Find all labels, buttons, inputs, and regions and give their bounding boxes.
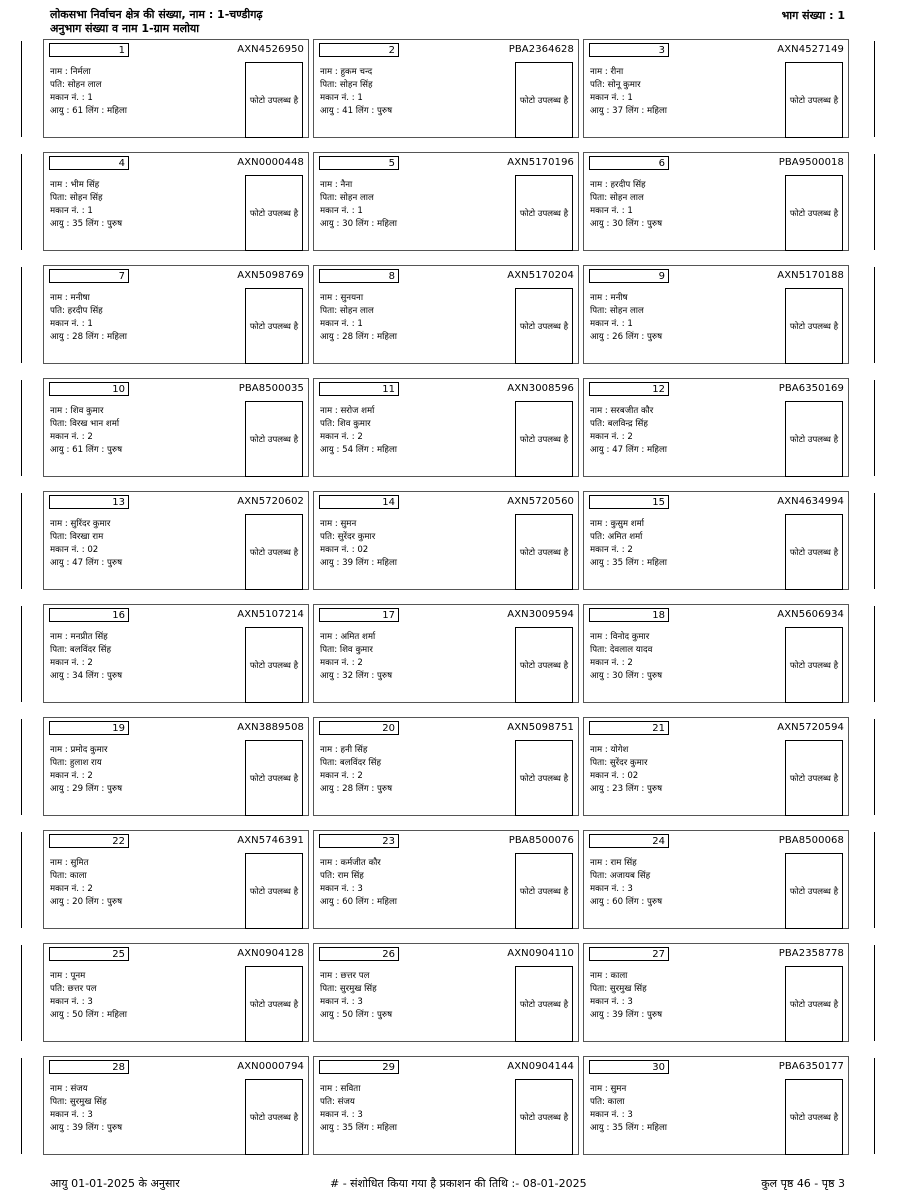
voter-age-gender: आयु : 50 लिंग : महिला — [50, 1010, 128, 1020]
voter-age-gender: आयु : 41 लिंग : पुरुष — [320, 106, 393, 116]
photo-placeholder: फोटो उपलब्ध है — [515, 175, 573, 251]
voter-serial-number: 15 — [589, 495, 669, 509]
voter-age-gender: आयु : 29 लिंग : पुरुष — [50, 784, 123, 794]
voter-details — [50, 970, 127, 1022]
voter-house-number: मकान नं. : 1 — [320, 319, 363, 329]
voter-name: नाम : संजय — [50, 1084, 88, 1094]
voter-epic-number: PBA8500068 — [778, 835, 844, 846]
voter-house-number: मकान नं. : 1 — [50, 206, 93, 216]
voter-age-gender: आयु : 30 लिंग : पुरुष — [590, 671, 663, 681]
voter-serial-number: 21 — [589, 721, 669, 735]
voter-card — [43, 604, 309, 703]
voter-serial-number: 30 — [589, 1060, 669, 1074]
voter-details — [50, 518, 122, 570]
voter-house-number: मकान नं. : 1 — [590, 319, 633, 329]
photo-placeholder: फोटो उपलब्ध है — [785, 401, 843, 477]
voter-name: नाम : राम सिंह — [590, 858, 637, 868]
voter-house-number: मकान नं. : 02 — [590, 771, 639, 781]
left-bracket-line — [21, 493, 26, 589]
voter-epic-number: AXN5170204 — [507, 270, 574, 281]
voter-epic-number: AXN3009594 — [507, 609, 574, 620]
voter-name: नाम : सुमित — [50, 858, 89, 868]
voter-serial-number: 6 — [589, 156, 669, 170]
voter-card — [313, 491, 579, 590]
voter-age-gender: आयु : 35 लिंग : महिला — [590, 558, 668, 568]
right-bracket-line — [874, 832, 879, 928]
voter-house-number: मकान नं. : 3 — [590, 997, 633, 1007]
voter-house-number: मकान नं. : 2 — [590, 658, 633, 668]
voter-name: नाम : सरबजीत कौर — [590, 406, 654, 416]
voter-epic-number: AXN5170196 — [507, 157, 574, 168]
voter-epic-number: PBA2364628 — [508, 44, 574, 55]
voter-house-number: मकान नं. : 2 — [590, 432, 633, 442]
voter-details — [50, 66, 127, 118]
voter-age-gender: आयु : 28 लिंग : महिला — [50, 332, 128, 342]
voter-details — [320, 1083, 397, 1135]
voter-epic-number: AXN0000794 — [237, 1061, 304, 1072]
voter-card — [313, 39, 579, 138]
voter-card — [43, 717, 309, 816]
voter-relation: पिता: सोहन सिंह — [320, 80, 373, 90]
voter-card — [313, 830, 579, 929]
voter-serial-number: 28 — [49, 1060, 129, 1074]
voter-details — [320, 744, 392, 796]
right-bracket-line — [874, 1058, 879, 1154]
voter-relation: पिता: बलविंदर सिंह — [50, 645, 112, 655]
voter-house-number: मकान नं. : 3 — [590, 1110, 633, 1120]
photo-placeholder: फोटो उपलब्ध है — [515, 740, 573, 816]
voter-serial-number: 9 — [589, 269, 669, 283]
voter-serial-number: 23 — [319, 834, 399, 848]
voter-name: नाम : सरोज शर्मा — [320, 406, 375, 416]
voter-details — [590, 631, 662, 683]
voter-serial-number: 18 — [589, 608, 669, 622]
voter-card — [583, 604, 849, 703]
voter-relation: पति: अमित शर्मा — [590, 532, 643, 542]
voter-age-gender: आयु : 28 लिंग : पुरुष — [320, 784, 393, 794]
voter-details — [590, 1083, 667, 1135]
photo-placeholder: फोटो उपलब्ध है — [515, 62, 573, 138]
voter-name: नाम : पूनम — [50, 971, 86, 981]
voter-house-number: मकान नं. : 2 — [590, 545, 633, 555]
voter-serial-number: 27 — [589, 947, 669, 961]
right-bracket-line — [874, 606, 879, 702]
voter-name: नाम : योगेश — [590, 745, 629, 755]
voter-relation: पिता: सोहन लाल — [320, 193, 374, 203]
voter-house-number: मकान नं. : 1 — [320, 206, 363, 216]
voter-epic-number: PBA8500035 — [238, 383, 304, 394]
voter-card — [313, 717, 579, 816]
voter-name: नाम : विनोद कुमार — [590, 632, 650, 642]
voter-house-number: मकान नं. : 2 — [50, 771, 93, 781]
page-header — [50, 8, 263, 36]
voter-house-number: मकान नं. : 2 — [320, 771, 363, 781]
voter-relation: पति: सोनू कुमार — [590, 80, 641, 90]
voter-relation: पिता: विरखा राम — [50, 532, 104, 542]
photo-placeholder: फोटो उपलब्ध है — [245, 288, 303, 364]
right-bracket-line — [874, 41, 879, 137]
right-bracket-line — [874, 493, 879, 589]
voter-epic-number: PBA6350177 — [778, 1061, 844, 1072]
photo-placeholder: फोटो उपलब्ध है — [515, 401, 573, 477]
voter-age-gender: आयु : 20 लिंग : पुरुष — [50, 897, 123, 907]
voter-age-gender: आयु : 50 लिंग : पुरुष — [320, 1010, 393, 1020]
voter-name: नाम : भीम सिंह — [50, 180, 100, 190]
voter-relation: पति: सुरेंदर कुमार — [320, 532, 376, 542]
photo-placeholder: फोटो उपलब्ध है — [245, 514, 303, 590]
voter-name: नाम : मनप्रीत सिंह — [50, 632, 108, 642]
voter-serial-number: 24 — [589, 834, 669, 848]
voter-name: नाम : सविता — [320, 1084, 361, 1094]
voter-serial-number: 20 — [319, 721, 399, 735]
voter-house-number: मकान नं. : 1 — [590, 206, 633, 216]
voter-serial-number: 11 — [319, 382, 399, 396]
voter-epic-number: AXN5720560 — [507, 496, 574, 507]
voter-epic-number: PBA8500076 — [508, 835, 574, 846]
voter-card — [313, 1056, 579, 1155]
voter-card — [583, 717, 849, 816]
voter-house-number: मकान नं. : 2 — [50, 432, 93, 442]
voter-relation: पिता: बलविंदर सिंह — [320, 758, 382, 768]
voter-serial-number: 10 — [49, 382, 129, 396]
voter-details — [590, 179, 662, 231]
voter-relation: पिता: विरख भान शर्मा — [50, 419, 120, 429]
photo-placeholder: फोटो उपलब्ध है — [785, 1079, 843, 1155]
voter-age-gender: आयु : 37 लिंग : महिला — [590, 106, 668, 116]
voter-epic-number: PBA9500018 — [778, 157, 844, 168]
voter-serial-number: 16 — [49, 608, 129, 622]
voter-epic-number: AXN4526950 — [237, 44, 304, 55]
left-bracket-line — [21, 154, 26, 250]
voter-epic-number: AXN5720594 — [777, 722, 844, 733]
voter-serial-number: 25 — [49, 947, 129, 961]
voter-age-gender: आयु : 60 लिंग : पुरुष — [590, 897, 663, 907]
photo-placeholder: फोटो उपलब्ध है — [245, 740, 303, 816]
voter-details — [590, 518, 667, 570]
footer-page-count: कुल पृष्ठ 46 - पृष्ठ 3 — [761, 1177, 845, 1190]
voter-card — [313, 943, 579, 1042]
voter-house-number: मकान नं. : 02 — [50, 545, 99, 555]
voter-details — [50, 1083, 122, 1135]
left-bracket-line — [21, 267, 26, 363]
voter-name: नाम : शिव कुमार — [50, 406, 104, 416]
voter-epic-number: AXN5746391 — [237, 835, 304, 846]
voter-card — [43, 152, 309, 251]
voter-house-number: मकान नं. : 1 — [50, 93, 93, 103]
voter-relation: पति: सोहन लाल — [50, 80, 102, 90]
voter-epic-number: AXN0904128 — [237, 948, 304, 959]
left-bracket-line — [21, 945, 26, 1041]
voter-card — [583, 1056, 849, 1155]
voter-age-gender: आयु : 28 लिंग : महिला — [320, 332, 398, 342]
voter-details — [590, 970, 662, 1022]
voter-serial-number: 22 — [49, 834, 129, 848]
voter-details — [320, 405, 397, 457]
voter-details — [590, 405, 667, 457]
voter-epic-number: AXN5107214 — [237, 609, 304, 620]
left-bracket-line — [21, 719, 26, 815]
voter-relation: पति: राम सिंह — [320, 871, 364, 881]
photo-placeholder: फोटो उपलब्ध है — [515, 853, 573, 929]
voter-card — [583, 491, 849, 590]
voter-relation: पति: शिव कुमार — [320, 419, 371, 429]
voter-house-number: मकान नं. : 2 — [320, 432, 363, 442]
voter-epic-number: AXN3008596 — [507, 383, 574, 394]
voter-details — [320, 631, 392, 683]
voter-house-number: मकान नं. : 2 — [50, 884, 93, 894]
voter-epic-number: PBA6350169 — [778, 383, 844, 394]
right-bracket-line — [874, 945, 879, 1041]
voter-age-gender: आयु : 39 लिंग : पुरुष — [50, 1123, 123, 1133]
photo-placeholder: फोटो उपलब्ध है — [245, 1079, 303, 1155]
voter-house-number: मकान नं. : 1 — [590, 93, 633, 103]
left-bracket-line — [21, 380, 26, 476]
constituency-title: लोकसभा निर्वाचन क्षेत्र की संख्या, नाम : 1-चण्डीगढ़ — [50, 8, 263, 21]
voter-epic-number: AXN0904110 — [507, 948, 574, 959]
voter-age-gender: आयु : 23 लिंग : पुरुष — [590, 784, 663, 794]
voter-house-number: मकान नं. : 2 — [50, 658, 93, 668]
voter-age-gender: आयु : 47 लिंग : महिला — [590, 445, 668, 455]
voter-name: नाम : छत्तर पल — [320, 971, 370, 981]
photo-placeholder: फोटो उपलब्ध है — [245, 401, 303, 477]
voter-house-number: मकान नं. : 02 — [320, 545, 369, 555]
voter-age-gender: आयु : 32 लिंग : पुरुष — [320, 671, 393, 681]
voter-epic-number: AXN4527149 — [777, 44, 844, 55]
voter-card — [313, 604, 579, 703]
voter-age-gender: आयु : 60 लिंग : महिला — [320, 897, 398, 907]
voter-house-number: मकान नं. : 2 — [320, 658, 363, 668]
voter-card — [313, 265, 579, 364]
voter-age-gender: आयु : 30 लिंग : पुरुष — [590, 219, 663, 229]
voter-details — [320, 179, 397, 231]
voter-age-gender: आयु : 26 लिंग : पुरुष — [590, 332, 663, 342]
voter-details — [320, 292, 397, 344]
voter-house-number: मकान नं. : 1 — [50, 319, 93, 329]
voter-name: नाम : मनीष — [590, 293, 628, 303]
voter-card — [313, 378, 579, 477]
voter-card — [43, 943, 309, 1042]
voter-epic-number: PBA2358778 — [778, 948, 844, 959]
voter-relation: पति: छत्तर पल — [50, 984, 97, 994]
photo-placeholder: फोटो उपलब्ध है — [515, 966, 573, 1042]
left-bracket-line — [21, 832, 26, 928]
voter-name: नाम : सुमन — [590, 1084, 627, 1094]
voter-epic-number: AXN5720602 — [237, 496, 304, 507]
voter-serial-number: 8 — [319, 269, 399, 283]
voter-age-gender: आयु : 61 लिंग : महिला — [50, 106, 128, 116]
voter-relation: पिता: अजायब सिंह — [590, 871, 651, 881]
voter-card — [583, 39, 849, 138]
voter-relation: पति: काला — [590, 1097, 625, 1107]
voter-serial-number: 12 — [589, 382, 669, 396]
voter-epic-number: AXN4634994 — [777, 496, 844, 507]
voter-details — [50, 857, 122, 909]
photo-placeholder: फोटो उपलब्ध है — [245, 966, 303, 1042]
voter-name: नाम : काला — [590, 971, 628, 981]
voter-epic-number: AXN5098769 — [237, 270, 304, 281]
voter-age-gender: आयु : 34 लिंग : पुरुष — [50, 671, 123, 681]
voter-relation: पति: हरदीप सिंह — [50, 306, 103, 316]
voter-relation: पिता: सोहन सिंह — [50, 193, 103, 203]
voter-epic-number: AXN5606934 — [777, 609, 844, 620]
photo-placeholder: फोटो उपलब्ध है — [785, 514, 843, 590]
voter-relation: पति: संजय — [320, 1097, 355, 1107]
photo-placeholder: फोटो उपलब्ध है — [515, 288, 573, 364]
voter-epic-number: AXN0000448 — [237, 157, 304, 168]
voter-name: नाम : प्रमोद कुमार — [50, 745, 108, 755]
voter-relation: पिता: सुरेंदर कुमार — [590, 758, 648, 768]
voter-serial-number: 1 — [49, 43, 129, 57]
left-bracket-line — [21, 1058, 26, 1154]
voter-serial-number: 3 — [589, 43, 669, 57]
voter-age-gender: आयु : 61 लिंग : पुरुष — [50, 445, 123, 455]
photo-placeholder: फोटो उपलब्ध है — [515, 1079, 573, 1155]
voter-details — [50, 744, 122, 796]
right-bracket-line — [874, 154, 879, 250]
photo-placeholder: फोटो उपलब्ध है — [785, 853, 843, 929]
voter-serial-number: 14 — [319, 495, 399, 509]
photo-placeholder: फोटो उपलब्ध है — [245, 175, 303, 251]
voter-card — [43, 378, 309, 477]
voter-card — [43, 1056, 309, 1155]
voter-epic-number: AXN5170188 — [777, 270, 844, 281]
photo-placeholder: फोटो उपलब्ध है — [785, 288, 843, 364]
voter-name: नाम : निर्मला — [50, 67, 91, 77]
voter-details — [590, 857, 662, 909]
voter-serial-number: 2 — [319, 43, 399, 57]
footer-publication-date: # - संशोधित किया गया है प्रकाशन की तिथि :- 08-01-2025 — [330, 1177, 587, 1190]
left-bracket-line — [21, 41, 26, 137]
voter-details — [590, 66, 667, 118]
voter-name: नाम : मनीषा — [50, 293, 90, 303]
voter-relation: पिता: सुरमुख सिंह — [50, 1097, 107, 1107]
photo-placeholder: फोटो उपलब्ध है — [515, 627, 573, 703]
voter-card — [43, 830, 309, 929]
voter-name: नाम : कुसुम शर्मा — [590, 519, 644, 529]
voter-details — [590, 744, 662, 796]
voter-relation: पिता: सोहन लाल — [320, 306, 374, 316]
voter-relation: पिता: सुरमुख सिंह — [590, 984, 647, 994]
voter-card — [43, 39, 309, 138]
photo-placeholder: फोटो उपलब्ध है — [245, 853, 303, 929]
voter-house-number: मकान नं. : 3 — [590, 884, 633, 894]
photo-placeholder: फोटो उपलब्ध है — [245, 627, 303, 703]
voter-epic-number: AXN3889508 — [237, 722, 304, 733]
voter-name: नाम : हनी सिंह — [320, 745, 368, 755]
right-bracket-line — [874, 267, 879, 363]
voter-card — [43, 265, 309, 364]
voter-age-gender: आयु : 35 लिंग : महिला — [320, 1123, 398, 1133]
voter-name: नाम : हरदीप सिंह — [590, 180, 646, 190]
voter-details — [320, 66, 392, 118]
voter-details — [50, 292, 127, 344]
voter-house-number: मकान नं. : 3 — [320, 884, 363, 894]
voter-relation: पिता: सुरमुख सिंह — [320, 984, 377, 994]
voter-age-gender: आयु : 35 लिंग : पुरुष — [50, 219, 123, 229]
voter-serial-number: 29 — [319, 1060, 399, 1074]
voter-age-gender: आयु : 30 लिंग : महिला — [320, 219, 398, 229]
voter-name: नाम : सुनयना — [320, 293, 364, 303]
voter-relation: पिता: सोहन लाल — [590, 306, 644, 316]
voter-house-number: मकान नं. : 3 — [50, 1110, 93, 1120]
right-bracket-line — [874, 719, 879, 815]
voter-grid — [43, 39, 849, 1155]
voter-details — [590, 292, 662, 344]
voter-card — [43, 491, 309, 590]
voter-card — [313, 152, 579, 251]
photo-placeholder: फोटो उपलब्ध है — [785, 62, 843, 138]
voter-relation: पिता: काला — [50, 871, 87, 881]
voter-serial-number: 5 — [319, 156, 399, 170]
photo-placeholder: फोटो उपलब्ध है — [785, 627, 843, 703]
voter-age-gender: आयु : 54 लिंग : महिला — [320, 445, 398, 455]
voter-relation: पिता: देवलाल यादव — [590, 645, 653, 655]
voter-age-gender: आयु : 39 लिंग : महिला — [320, 558, 398, 568]
voter-card — [583, 152, 849, 251]
voter-name: नाम : हुकम चन्द — [320, 67, 373, 77]
voter-house-number: मकान नं. : 1 — [320, 93, 363, 103]
voter-house-number: मकान नं. : 3 — [50, 997, 93, 1007]
voter-card — [583, 830, 849, 929]
voter-serial-number: 19 — [49, 721, 129, 735]
photo-placeholder: फोटो उपलब्ध है — [785, 966, 843, 1042]
voter-house-number: मकान नं. : 3 — [320, 997, 363, 1007]
voter-epic-number: AXN5098751 — [507, 722, 574, 733]
voter-card — [583, 265, 849, 364]
voter-details — [50, 405, 122, 457]
voter-details — [50, 631, 122, 683]
voter-name: नाम : सुमन — [320, 519, 357, 529]
voter-details — [320, 970, 392, 1022]
photo-placeholder: फोटो उपलब्ध है — [785, 175, 843, 251]
voter-serial-number: 26 — [319, 947, 399, 961]
voter-serial-number: 7 — [49, 269, 129, 283]
photo-placeholder: फोटो उपलब्ध है — [785, 740, 843, 816]
voter-name: नाम : नैना — [320, 180, 353, 190]
voter-relation: पिता: सोहन लाल — [590, 193, 644, 203]
voter-card — [583, 378, 849, 477]
footer-age-note: आयु 01-01-2025 के अनुसार — [50, 1177, 180, 1190]
voter-details — [50, 179, 122, 231]
voter-serial-number: 4 — [49, 156, 129, 170]
voter-details — [320, 518, 397, 570]
voter-relation: पिता: शिव कुमार — [320, 645, 373, 655]
photo-placeholder: फोटो उपलब्ध है — [515, 514, 573, 590]
voter-name: नाम : अमित शर्मा — [320, 632, 376, 642]
voter-name: नाम : सुरिंदर कुमार — [50, 519, 111, 529]
voter-name: नाम : कर्मजीत कौर — [320, 858, 381, 868]
photo-placeholder: फोटो उपलब्ध है — [245, 62, 303, 138]
voter-serial-number: 17 — [319, 608, 399, 622]
voter-age-gender: आयु : 47 लिंग : पुरुष — [50, 558, 123, 568]
voter-details — [320, 857, 397, 909]
voter-relation: पति: बलविन्द्र सिंह — [590, 419, 648, 429]
voter-serial-number: 13 — [49, 495, 129, 509]
voter-age-gender: आयु : 39 लिंग : पुरुष — [590, 1010, 663, 1020]
right-bracket-line — [874, 380, 879, 476]
voter-name: नाम : रीना — [590, 67, 624, 77]
voter-house-number: मकान नं. : 3 — [320, 1110, 363, 1120]
section-title: अनुभाग संख्या व नाम 1-ग्राम मलोया — [50, 22, 200, 35]
voter-card — [583, 943, 849, 1042]
voter-age-gender: आयु : 35 लिंग : महिला — [590, 1123, 668, 1133]
left-bracket-line — [21, 606, 26, 702]
part-number: भाग संख्या : 1 — [781, 9, 845, 22]
voter-epic-number: AXN0904144 — [507, 1061, 574, 1072]
voter-relation: पिता: हुलाश राय — [50, 758, 102, 768]
